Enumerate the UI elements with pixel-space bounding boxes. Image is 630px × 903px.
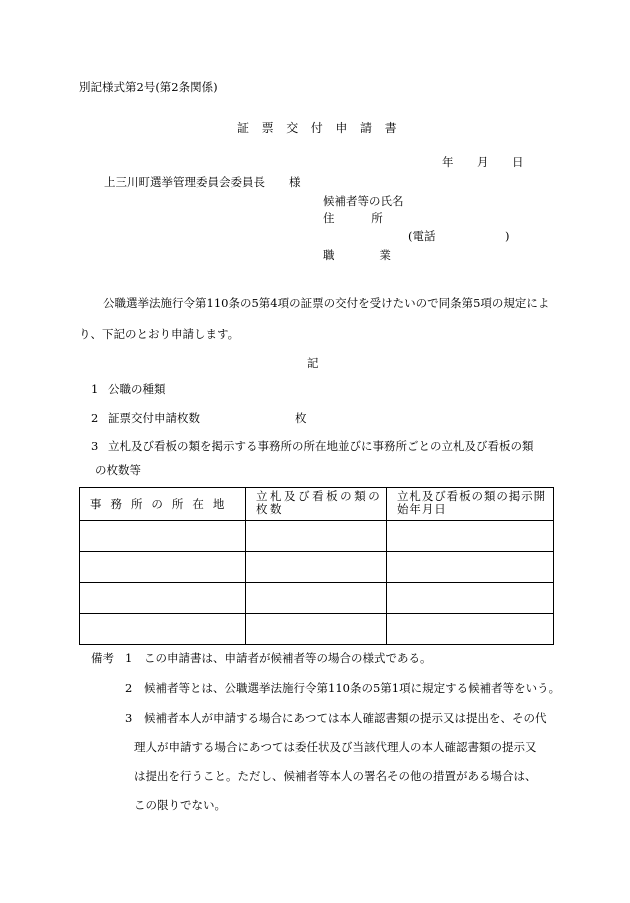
table-header-cell — [387, 488, 554, 521]
form-number: 別記様式第2号(第2条関係) — [79, 80, 218, 94]
table-cell[interactable] — [80, 614, 246, 645]
applicant-name-label: 候補者等の氏名 — [323, 194, 404, 208]
table-header-cell — [80, 488, 246, 521]
applicant-address-label: 住所 — [323, 211, 420, 225]
table-cell[interactable] — [387, 521, 554, 552]
table-row — [80, 614, 554, 645]
remark-3-line-4: この限りでない。 — [134, 798, 226, 812]
table-row — [80, 583, 554, 614]
remark-1-text: この申請書は、申請者が候補者等の場合の様式である。 — [144, 651, 432, 665]
table-cell[interactable] — [387, 583, 554, 614]
remark-3-number: 3 — [125, 711, 133, 725]
table-header-row — [80, 488, 554, 521]
item-2-text: 証票交付申請枚数 — [108, 411, 200, 425]
table-cell[interactable] — [246, 552, 387, 583]
date-year-label: 年 — [442, 155, 454, 169]
remark-2-number: 2 — [125, 681, 133, 695]
table-cell[interactable] — [387, 614, 554, 645]
body-line-2: り、下記のとおり申請します。 — [79, 327, 240, 341]
date-month-label: 月 — [477, 155, 489, 169]
table-cell[interactable] — [80, 552, 246, 583]
remark-1-number: 1 — [125, 651, 133, 665]
header-display-start-date: 立札及び看板の類の掲示開始年月日 — [397, 489, 547, 516]
table-row — [80, 552, 554, 583]
header-sign-count: 立札及び看板の類の枚数 — [256, 489, 383, 516]
addressee-name: 上三川町選挙管理委員会委員長 — [104, 175, 265, 189]
body-line-1: 公職選挙法施行令第110条の5第4項の証票の交付を受けたいので同条第5項の規定によ — [103, 296, 550, 310]
item-3-number: 3 — [91, 439, 99, 453]
header-office-location: 事務所の所在地 — [90, 496, 234, 511]
item-2-suffix: 枚 — [295, 411, 307, 425]
office-table — [79, 487, 554, 645]
table-cell[interactable] — [246, 521, 387, 552]
item-1-number: 1 — [91, 382, 99, 396]
table-header-cell — [246, 488, 387, 521]
applicant-phone-close: ) — [505, 229, 510, 243]
remarks-label: 備考 — [91, 651, 114, 665]
ki-heading: 記 — [307, 356, 319, 370]
document-title: 証票交付申請書 — [237, 121, 410, 135]
applicant-phone-label: (電話 — [408, 229, 436, 243]
remark-3-line-1: 候補者本人が申請する場合にあつては本人確認書類の提示又は提出を、その代 — [144, 711, 547, 725]
table-cell[interactable] — [246, 614, 387, 645]
addressee-honorific: 様 — [289, 175, 301, 189]
item-2-number: 2 — [91, 411, 99, 425]
table-cell[interactable] — [80, 521, 246, 552]
table-row — [80, 521, 554, 552]
item-3-text-cont: の枚数等 — [95, 463, 141, 477]
remark-3-line-2: 理人が申請する場合にあつては委任状及び当該代理人の本人確認書類の提示又 — [134, 740, 537, 754]
table-cell[interactable] — [387, 552, 554, 583]
remark-2-text: 候補者等とは、公職選挙法施行令第110条の5第1項に規定する候補者等をいう。 — [144, 681, 561, 695]
applicant-occupation-label: 職業 — [323, 248, 436, 262]
item-1-text: 公職の種類 — [108, 382, 166, 396]
item-3-text: 立札及び看板の類を掲示する事務所の所在地並びに事務所ごとの立札及び看板の類 — [108, 439, 534, 453]
date-day-label: 日 — [512, 155, 524, 169]
remark-3-line-3: は提出を行うこと。ただし、候補者等本人の署名その他の措置がある場合は、 — [134, 769, 537, 783]
table-cell[interactable] — [80, 583, 246, 614]
table-cell[interactable] — [246, 583, 387, 614]
